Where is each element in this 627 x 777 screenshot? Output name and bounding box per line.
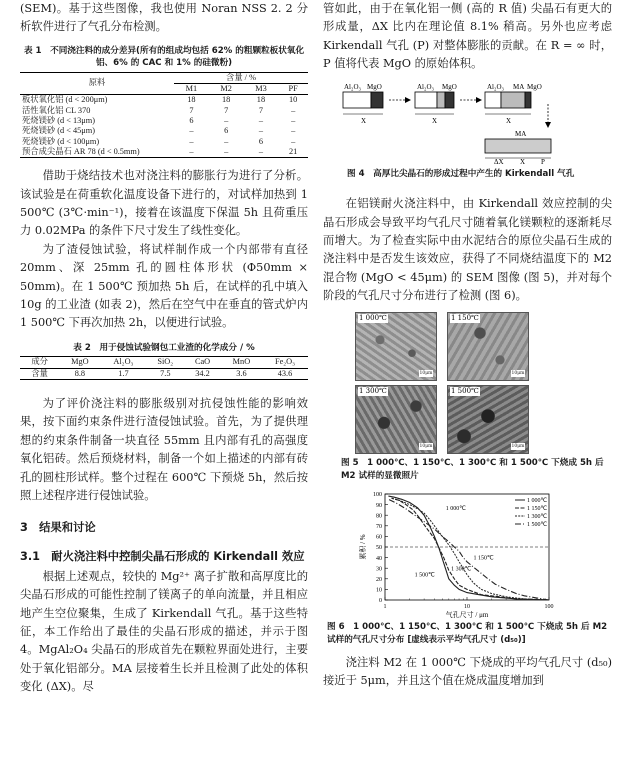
table1-cell: 预合成尖晶石 AR 78 (d < 0.5mm) bbox=[22, 146, 140, 156]
fig4-label: X bbox=[520, 157, 526, 164]
table1-cell: – bbox=[189, 136, 194, 146]
x-axis-label: 气孔尺寸 / μm bbox=[445, 610, 489, 618]
table2-cell: 3.6 bbox=[236, 368, 247, 378]
legend-entry: 1 500℃ bbox=[527, 521, 548, 528]
paragraph: 根据上述观点，较快的 Mg²⁺ 离子扩散和高厚度比的尖晶石形成的可能性控制了镁离子的单向流量，并且相应地产生空位聚集，生成了 Kirkendall 气孔。基于这些特征，本工作给出了最佳的尖晶石形成的描述，并示于图 4。MgAl₂O₄ 尖晶石的形成首先在颗粒界面处进行，主要处于氧化铝部分。MA 层接着生长并且检测了此处的体积变化 (ΔX)。尽 bbox=[20, 569, 308, 694]
table1-cell: – bbox=[224, 136, 229, 146]
paragraph: 在铝镁耐火浇注料中，由 Kirkendall 效应控制的尖晶石形成会导致平均气孔尺寸随着氧化镁颗粒的逐渐耗尽而增大。为了检查实际中由水泥结合的原位尖晶石生成的浇注料中是否发生该效应，获得了不同烧结温度下的 M2 混合物 (MgO < 45μm) 的 SEM 图像 (图 5)，并对每个阶段的气孔尺寸分布进行了检测 (图 6)。 bbox=[323, 197, 612, 303]
table1-cell: – bbox=[258, 146, 264, 156]
table2-caption: 表 2 用于侵蚀试验钢包工业渣的化学成分 / % bbox=[73, 342, 255, 353]
table1-col: M2 bbox=[220, 84, 232, 94]
table1-cell: – bbox=[189, 146, 194, 156]
table1-cell: 6 bbox=[224, 126, 229, 136]
figure6-caption: 图 6 1 000℃、1 150℃、1 300℃ 和 1 500℃ 下烧成 5h 后 M2 试样的气孔尺寸分布 [虚线表示平均气孔尺寸 (d₅₀)] bbox=[327, 621, 608, 646]
curve-annotation: 1 150℃ bbox=[473, 555, 494, 562]
table1-row bbox=[20, 147, 308, 158]
fig4-label: X bbox=[361, 116, 367, 125]
legend-entry: 1 300℃ bbox=[527, 513, 548, 520]
x-tick-label: 100 bbox=[544, 603, 554, 610]
right-column bbox=[323, 0, 612, 690]
table1-cell: 7 bbox=[189, 105, 194, 115]
curve-annotation: 1 300℃ bbox=[451, 565, 472, 572]
table1-row bbox=[20, 116, 308, 126]
table1-cell: 18 bbox=[187, 95, 196, 105]
legend-entry: 1 150℃ bbox=[527, 505, 548, 512]
y-tick-label: 70 bbox=[376, 523, 382, 530]
figure6-chart bbox=[323, 490, 612, 618]
scale-bar: 10μm bbox=[419, 370, 433, 376]
table1-cell: 18 bbox=[222, 95, 231, 105]
table1-cell: 7 bbox=[224, 105, 229, 115]
table1-cell: – bbox=[224, 116, 229, 125]
table2-cell: Fe₂O₃ bbox=[274, 357, 296, 367]
table1-cell: 板状氧化铝 (d < 200μm) bbox=[22, 95, 108, 105]
micrograph-1150 bbox=[447, 312, 529, 381]
micrograph-label: 1 150℃ bbox=[451, 313, 479, 322]
micrograph-1300 bbox=[355, 385, 437, 454]
fig4-al2o3-block bbox=[343, 92, 371, 108]
table1-col: PF bbox=[288, 84, 298, 94]
series-line bbox=[388, 499, 549, 600]
table1-row bbox=[20, 106, 308, 116]
table1-cell: 死烧镁砂 (d < 13μm) bbox=[22, 116, 95, 125]
table1 bbox=[20, 72, 308, 158]
x-tick-label: 1 bbox=[383, 603, 387, 610]
series-line bbox=[392, 498, 550, 600]
paragraph: 浇注料 M2 在 1 000℃ 下烧成的平均气孔尺寸 (d₅₀) 接近于 5μm，并且这个值在烧成温度增加到 bbox=[323, 655, 612, 687]
table1-row bbox=[20, 126, 308, 136]
table2-head-row bbox=[20, 357, 308, 368]
fig4-ma-layer bbox=[437, 92, 445, 108]
fig4-mgo-block bbox=[371, 92, 383, 108]
fig4-label: Al₂O₃ bbox=[417, 82, 434, 91]
fig4-ma-final bbox=[485, 139, 551, 153]
micrograph-label: 1 500℃ bbox=[451, 386, 479, 395]
table1-cell: 死烧镁砂 (d < 100μm) bbox=[22, 136, 100, 146]
scale-bar: 10μm bbox=[419, 443, 433, 449]
paragraph: 管如此，由于在氧化铝一侧 (高的 R 值) 尖晶石有更大的形成量，ΔX 比内在理论值 8.1% 稍高。另外也应考虑 Kirkendall 气孔 (P) 对整体膨胀的贡献。在 R = ∞ 时，P 值将代表 MgO 的原始体积。 bbox=[323, 2, 612, 71]
table1-cell: – bbox=[291, 116, 296, 125]
table1-cell: – bbox=[258, 116, 264, 125]
table2-cell: 成分 bbox=[31, 357, 48, 367]
table2-cell: 7.5 bbox=[160, 368, 171, 378]
micrograph-1000 bbox=[355, 312, 437, 381]
table1-cell: 18 bbox=[256, 95, 266, 105]
fig4-label: MgO bbox=[442, 82, 457, 91]
figure5-caption: 图 5 1 000℃、1 150℃、1 300℃ 和 1 500℃ 下烧成 5h 后 M2 试样的显微照片 bbox=[341, 457, 604, 482]
micrograph-1500 bbox=[447, 385, 529, 454]
y-tick-label: 0 bbox=[379, 597, 382, 604]
table1-row bbox=[20, 137, 308, 147]
section-heading: 3 结果和讨论 bbox=[20, 521, 96, 535]
scale-bar: 10μm bbox=[511, 443, 525, 449]
table1-cell: 6 bbox=[189, 116, 194, 125]
table2-cell: 1.7 bbox=[118, 368, 129, 378]
left-column bbox=[20, 0, 308, 697]
y-tick-label: 20 bbox=[376, 576, 382, 583]
fig4-label: ΔX bbox=[494, 157, 504, 164]
fig4-label: X bbox=[506, 116, 512, 125]
y-axis-label: 累积 / % bbox=[359, 533, 367, 560]
fig4-label: MgO bbox=[527, 82, 542, 91]
paragraph: 借助于烧结技术也对浇注料的膨胀行为进行了分析。该试验是在荷重软化温度设备下进行的，对试样加热到 1 500℃ (3℃·min⁻¹)，接着在该温度下保温 5h 且荷重压力 0.02MPa 的条件下尺寸发生了线性变化。 bbox=[20, 169, 308, 238]
table1-cell: – bbox=[291, 136, 296, 146]
table2-cell: 43.6 bbox=[277, 368, 293, 378]
fig4-label: MA bbox=[513, 82, 525, 91]
curve-annotation: 1 000℃ bbox=[445, 505, 466, 512]
y-tick-label: 50 bbox=[376, 544, 382, 551]
figure4-diagram bbox=[323, 78, 612, 164]
y-tick-label: 80 bbox=[376, 512, 382, 519]
y-tick-label: 90 bbox=[376, 502, 382, 509]
paragraph: 为了评价浇注料的膨胀级别对抗侵蚀性能的影响效果，按下面约束条件进行渣侵蚀试验。首先，为了提供理想的约束条件制备一块直径 55mm 且内部有孔的高强度氧化铝砖。然后预烧材料，制备一个如上描述的内部有砖孔的圆柱形试样。整个过程在 600℃ 下预烧 5h，然后按照上述程序进行侵蚀试验。 bbox=[20, 396, 308, 502]
table2-cell: MgO bbox=[71, 357, 89, 367]
paragraph: 为了渣侵蚀试验，将试样制作成一个内部带有直径 20mm、深 25mm 孔的圆柱体形状 (Φ50mm × 50mm)。在 1 500℃ 预加热 5h 后，在试样的孔中填入 10g 的工业渣 (如表 2)，然后在空气中在垂直的管式炉内 1 500℃ 下再次加热 2h，以便进行试验。 bbox=[20, 242, 308, 330]
x-tick-label: 10 bbox=[464, 603, 470, 610]
table2-cell: MnO bbox=[232, 357, 251, 367]
fig4-label: Al₂O₃ bbox=[487, 82, 504, 91]
paragraph: (SEM)。基于这些图像，我也使用 Noran NSS 2. 2 分析软件进行了气孔分布检测。 bbox=[20, 2, 308, 34]
table1-col: M1 bbox=[185, 84, 198, 94]
series-line bbox=[392, 498, 550, 600]
table1-cell: 10 bbox=[289, 95, 298, 105]
table2-value-row bbox=[20, 368, 308, 379]
table1-cell: 21 bbox=[289, 146, 298, 156]
table1-group-header: 含量 / % bbox=[174, 72, 308, 83]
y-tick-label: 100 bbox=[373, 491, 382, 498]
table2-cell: 8.8 bbox=[74, 368, 86, 378]
subsection-heading: 3.1 耐火浇注料中控制尖晶石形成的 Kirkendall 效应 bbox=[20, 549, 305, 563]
legend-entry: 1 000℃ bbox=[527, 497, 548, 504]
table1-row bbox=[20, 95, 308, 106]
micrograph-label: 1 000℃ bbox=[359, 313, 387, 322]
table1-body bbox=[20, 95, 308, 158]
fig4-label: X bbox=[432, 116, 438, 125]
y-tick-label: 10 bbox=[376, 587, 382, 594]
table2 bbox=[20, 356, 308, 380]
table1-cell: – bbox=[291, 105, 296, 115]
micrograph-label: 1 300℃ bbox=[359, 386, 387, 395]
fig4-label: MgO bbox=[367, 82, 382, 91]
table1-material-header: 原料 bbox=[20, 72, 174, 95]
fig4-label: Al₂O₃ bbox=[344, 82, 361, 91]
scale-bar: 10μm bbox=[511, 370, 525, 376]
table1-cell: 死烧镁砂 (d < 45μm) bbox=[22, 126, 95, 136]
series-line bbox=[388, 496, 549, 600]
table1-cell: – bbox=[291, 126, 296, 136]
table2-cell: CaO bbox=[194, 357, 211, 367]
y-tick-label: 40 bbox=[376, 555, 382, 562]
table1-cell: – bbox=[258, 126, 264, 136]
curve-annotation: 1 500℃ bbox=[414, 572, 435, 579]
table1-cell: 7 bbox=[258, 105, 264, 115]
table2-cell: 34.2 bbox=[195, 368, 210, 378]
table1-caption: 表 1 不同浇注料的成分差异(所有的组成均包括 62% 的粗颗粒板状氧化铝、6% 的 CAC 和 1% 的硅微粉) bbox=[23, 45, 305, 69]
table2-cell: SiO₂ bbox=[157, 357, 174, 367]
fig4-label: MA bbox=[515, 129, 527, 138]
figure4-caption: 图 4 高厚比尖晶石的形成过程中产生的 Kirkendall 气孔 bbox=[347, 168, 575, 179]
table1-cell: – bbox=[224, 146, 229, 156]
fig4-label: P bbox=[541, 157, 545, 164]
y-tick-label: 60 bbox=[376, 534, 382, 541]
table2-cell: Al₂O₃ bbox=[113, 357, 134, 367]
table1-cell: 活性氧化铝 CL 370 bbox=[22, 105, 91, 115]
table2-cell: 含量 bbox=[31, 368, 48, 378]
figure5-micrographs bbox=[323, 312, 612, 454]
table1-cell: – bbox=[189, 126, 194, 136]
table1-col: M3 bbox=[255, 84, 267, 94]
y-tick-label: 30 bbox=[376, 565, 382, 572]
table1-cell: 6 bbox=[258, 136, 264, 146]
